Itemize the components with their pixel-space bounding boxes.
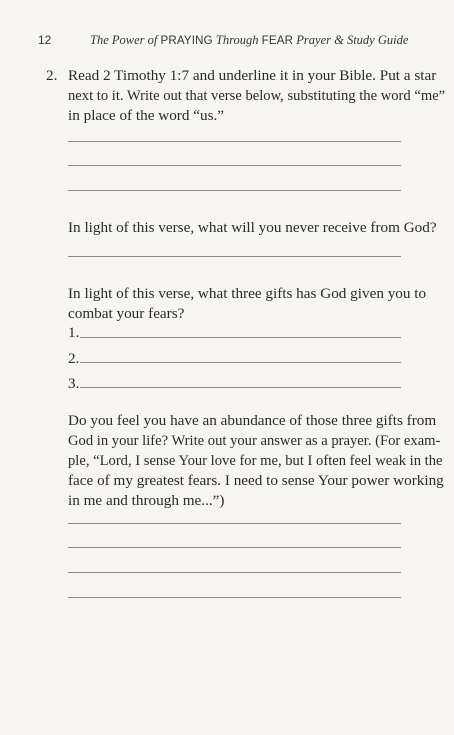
gift-item-2-label: 2. [68,350,80,367]
prayer-line-4: face of my greatest fears. I need to sense Your power working [68,472,444,489]
answer-line-gift-2[interactable] [80,362,401,363]
running-header [38,33,434,48]
instruction-line-2: next to it. Write out that verse below, substituting the word “me” [68,88,446,104]
title-part-3: Prayer & Study Guide [293,33,409,47]
prayer-line-2: God in your life? Write out your answer as a prayer. (For exam- [68,433,441,449]
prompt-three-gifts [68,284,427,324]
gift-item-1-label: 1. [68,324,80,341]
answer-line-never-receive[interactable] [68,256,401,257]
question-instruction [68,66,446,126]
title-fear: FEAR [261,35,294,47]
page-number: 12 [38,33,52,47]
title-part-2: Through [212,33,262,47]
answer-line-prayer-1[interactable] [68,523,401,524]
question-number: 2. [46,67,58,84]
answer-line-verse-2[interactable] [68,165,401,166]
answer-line-gift-3[interactable] [80,387,401,388]
prompt-never-receive: In light of this verse, what will you never receive from God? [68,219,437,236]
answer-line-verse-3[interactable] [68,190,401,191]
three-gifts-line-1: In light of this verse, what three gifts has God given you to [68,285,427,302]
title-praying: PRAYING [160,35,213,47]
gift-item-3-label: 3. [68,375,80,392]
title-part-1: The Power of [90,33,161,47]
running-title [90,33,408,48]
prayer-line-3: ple, “Lord, I sense Your love for me, but I often feel weak in the [68,453,443,469]
prayer-line-1: Do you feel you have an abundance of those three gifts from [68,412,437,429]
answer-line-gift-1[interactable] [80,337,401,338]
prayer-line-5: in me and through me...”) [68,492,225,509]
answer-line-prayer-3[interactable] [68,572,401,573]
answer-line-verse-1[interactable] [68,141,401,142]
prompt-prayer [68,411,444,511]
answer-line-prayer-2[interactable] [68,547,401,548]
instruction-line-3: in place of the word “us.” [68,107,225,124]
answer-line-prayer-4[interactable] [68,597,401,598]
three-gifts-line-2: combat your fears? [68,305,185,322]
instruction-line-1: Read 2 Timothy 1:7 and underline it in your Bible. Put a star [68,67,437,84]
